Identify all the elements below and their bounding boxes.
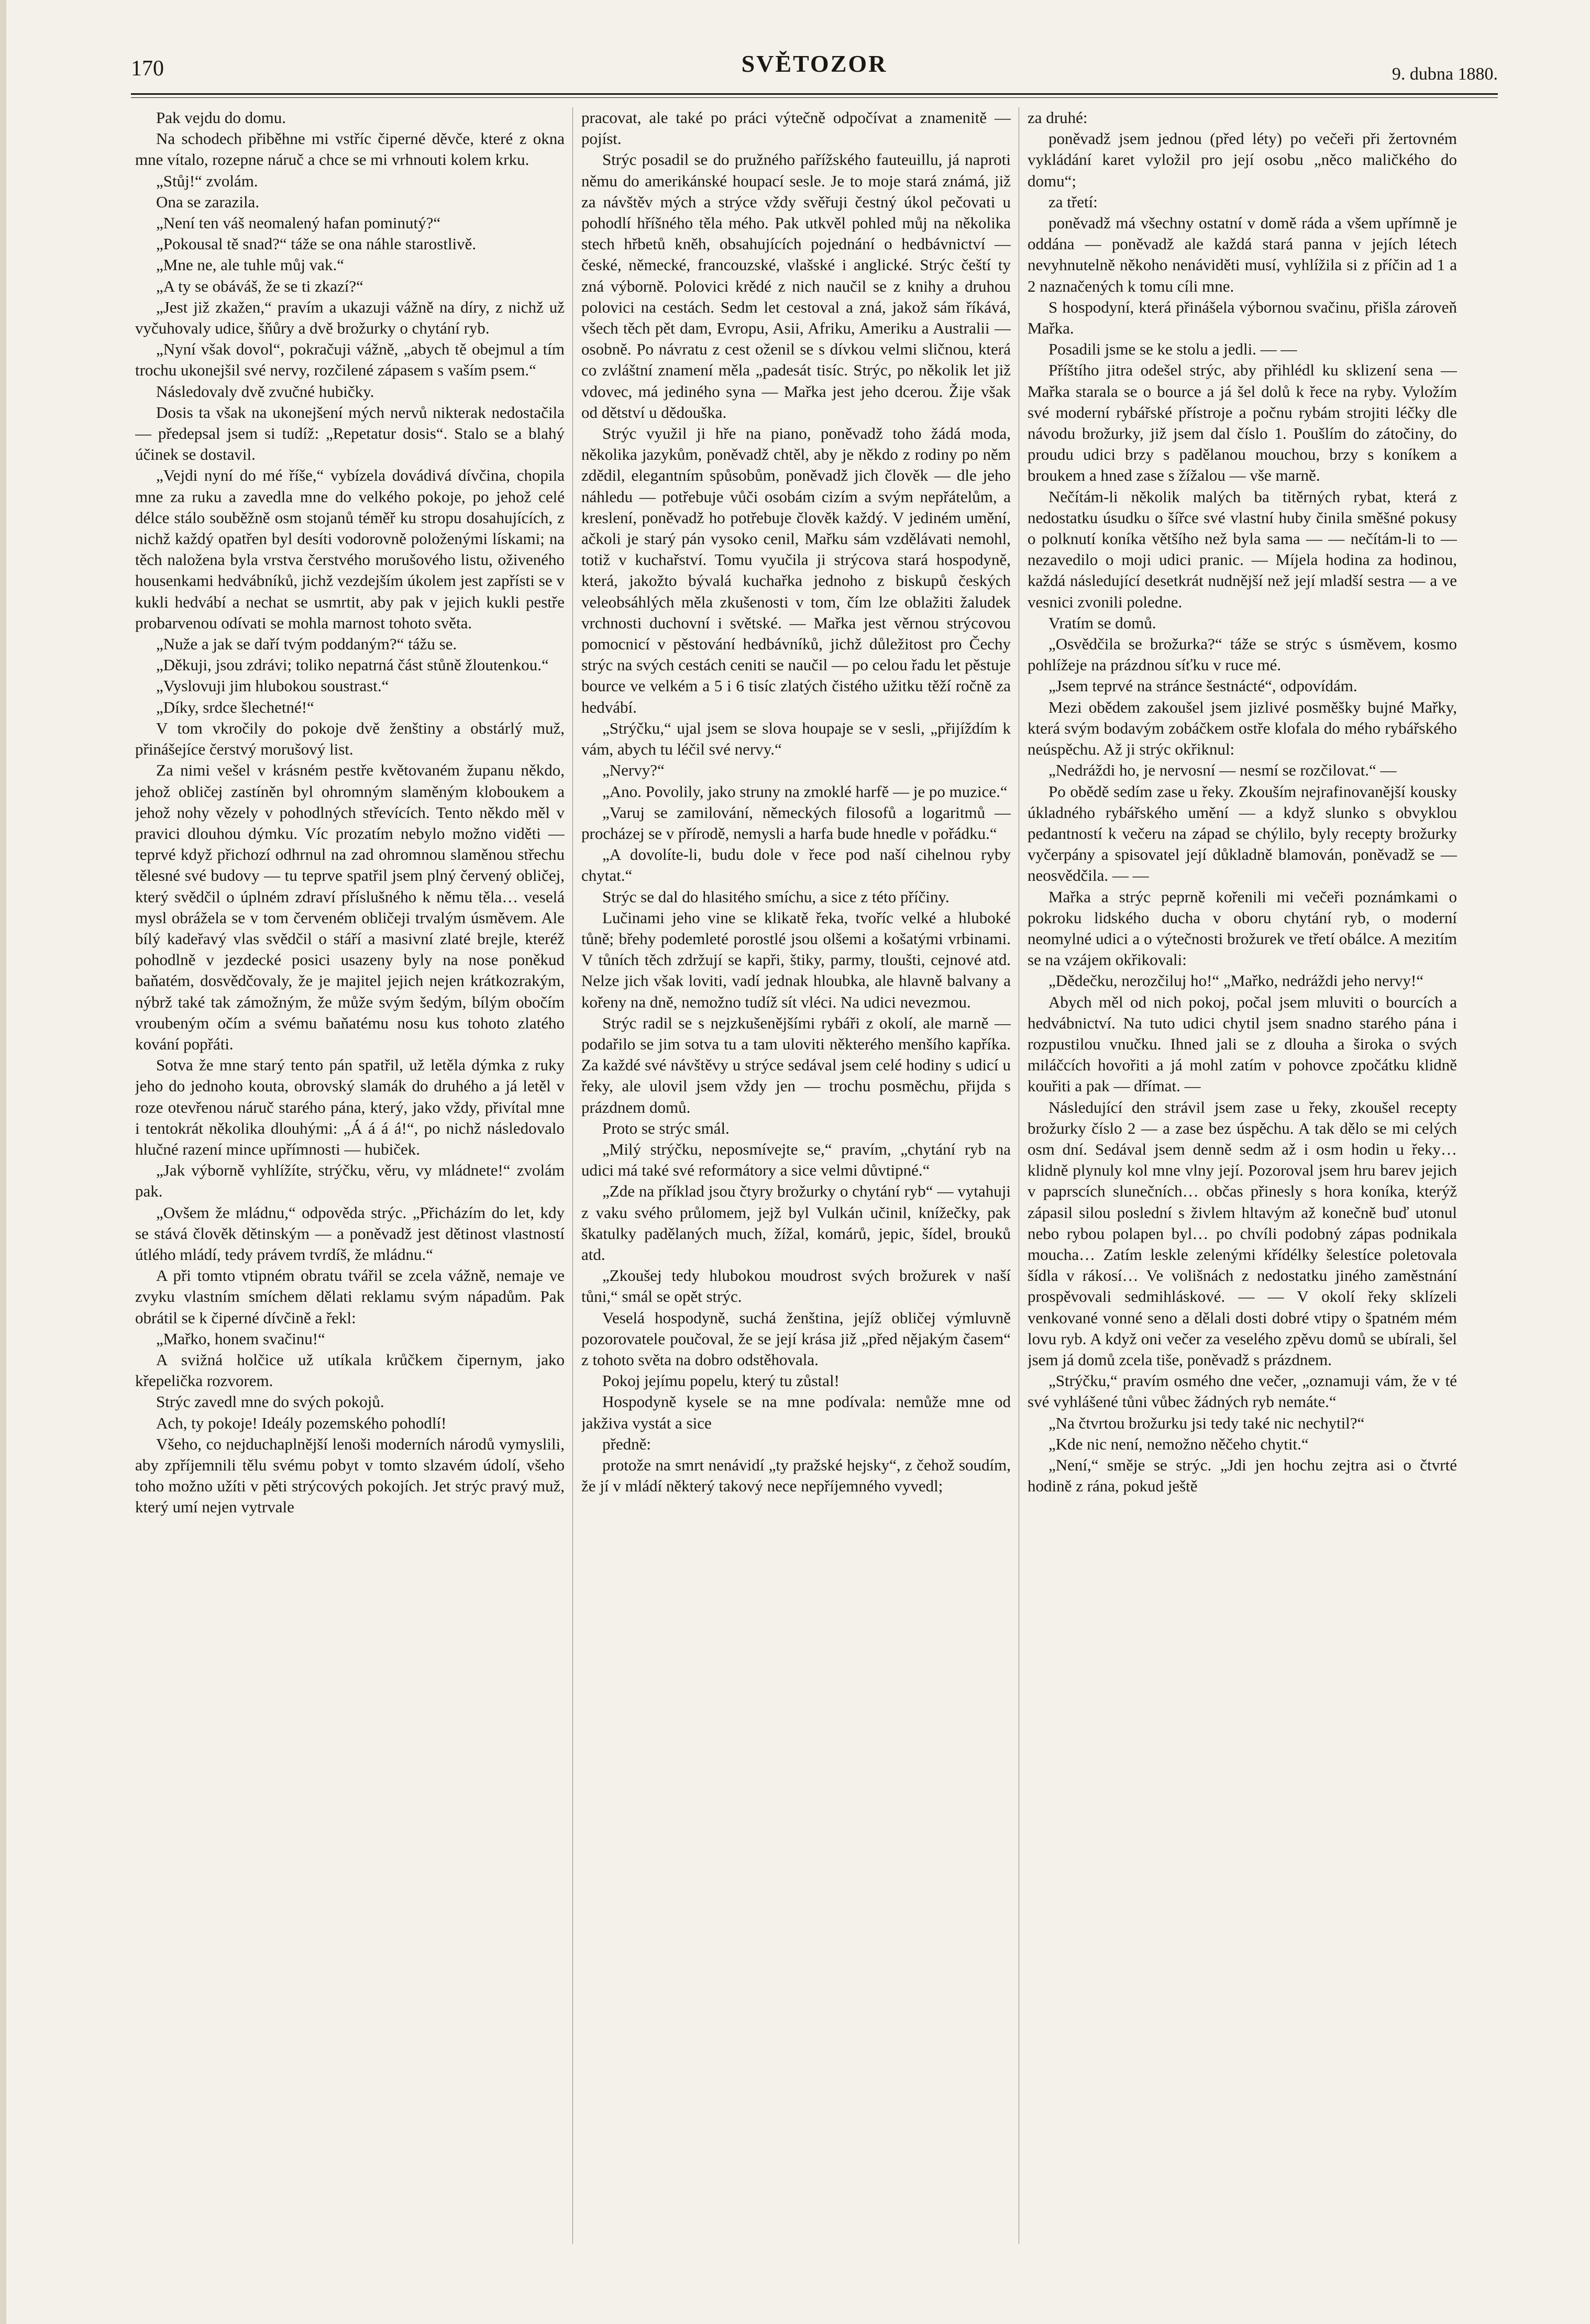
paragraph: Strýc posadil se do pružného pařížského fauteuillu, já naproti němu do amerikánské houpací sesle. Je to moje stará známá, již za návštěv mých a strýce vždy svěřuji čestný úkol pečovati u pohodlí hříšného těla mého. Pak utkvěl pohled můj na několika stech hřbetů kněh, obsahujících pojednání o hedbávnictví — české, německé, francouzské, vlašské i anglické. Strýc čeští ty zná výborně. Polovici krědé z nich naučil se z knihy a druhou polovici na cestách. Sedm let cestoval a zná, jakož sám říkává, všech těch pět dam, Evropu, Asii, Afriku, Ameriku a Australii — osobně. Po návratu z cest oženil se s dívkou velmi sličnou, která co zvláštní znamení měla „padesát tisíc. Strýc, po několik let již vdovec, má jediného syna — Mařka jest jeho dcerou. Žije však od dětství u dědouška.	[581, 150, 1011, 422]
paragraph: Strýc zavedl mne do svých pokojů.	[156, 1392, 384, 1411]
issue-date: 9. dubna 1880.	[1392, 64, 1498, 84]
text-column-3	[1028, 107, 1457, 2244]
paragraph: „Vyslovuji jim hlubokou soustrast.“	[156, 677, 389, 695]
paragraph: „Strýčku,“ pravím osmého dne večer, „oznamuji vám, že v té své vyhlášené tůni vůbec žádných ryb nemáte.“	[1028, 1371, 1457, 1411]
paragraph: A svižná holčice už utíkala krůčkem čipernym, jako křepelička rozvorem.	[135, 1350, 565, 1390]
paragraph: poněvadž má všechny ostatní v domě ráda a všem upřímně je oddána — poněvadž ale každá stará panna v jejích létech nevyhnutelně někoho nenáviděti musí, vyhlížila si z příčin ad 1 a 2 naznačených k tomu cíli mne.	[1028, 214, 1457, 295]
paragraph: „Nedráždi ho, je nervosní — nesmí se rozčilovat.“ —	[1048, 761, 1397, 780]
paragraph: Strýc využil ji hře na piano, poněvadž toho žádá moda, několika jazykům, poněvadž chtěl, aby je někdo z rodiny po něm zdědil, elegantním spůsobům, poněvadž jich člověk — dle jeho náhledu — potřebuje vůči osobám cizím a svým nepřátelům, a kreslení, poněvadž ho potřebuje člověk každý. V jediném umění, ačkoli je starý pán vysoko cenil, Mařku sám vzdělávati nemohl, totiž v kuchařství. Tomu vyučila ji strýcova stará hospodyně, která, jakožto bývalá kuchařka jednoho z biskupů českých veleobsáhlých měla zkušenosti v tom, čím lze oblažiti žaludek vrchnosti duchovní i světské. — Mařka jest věrnou strýcovou pomocnicí v pěstování hedbávníků, jichž důležitost pro Čechy strýc na svých cestách ceniti se naučil — po celou řadu let pěstuje bource ve velkém a 5 i 6 tisíc zlatých čistého užitku těží ročně za hedvábí.	[581, 424, 1011, 716]
paragraph: Strýc se dal do hlasitého smíchu, a sice z této příčiny.	[602, 887, 949, 906]
paragraph: „Na čtvrtou brožurku jsi tedy také nic nechytil?“	[1048, 1413, 1365, 1432]
paragraph: Mezi obědem zakoušel jsem jizlivé posměšky bujné Mařky, která svým bodavým zobáčkem ostře klofala do mého rybářského neúspěchu. Až ji strýc okřiknul:	[1028, 698, 1457, 759]
paragraph: „Nervy?“	[602, 761, 665, 780]
paragraph: Proto se strýc smál.	[602, 1119, 730, 1137]
header-rule	[131, 93, 1498, 95]
paragraph: předně:	[602, 1434, 651, 1453]
paragraph: „Ano. Povolily, jako struny na zmoklé harfě — je po muzice.“	[602, 782, 1008, 801]
paragraph: pracovat, ale také po práci výtečně odpočívat a znamenitě — pojíst.	[581, 108, 1011, 148]
paragraph: S hospodyní, která přinášela výbornou svačinu, přišla zároveň Mařka.	[1028, 297, 1457, 338]
paragraph: „Nuže a jak se daří tvým poddaným?“ tážu se.	[156, 635, 457, 654]
text-column-2	[581, 107, 1011, 2244]
paragraph: „Není,“ směje se strýc. „Jdi jen hochu zejtra asi o čtvrté hodině z rána, pokud ještě	[1028, 1456, 1457, 1496]
header-rule-thin	[131, 97, 1498, 98]
paragraph: „Jak výborně vyhlížíte, strýčku, věru, vy mládnete!“ zvolám pak.	[135, 1161, 565, 1201]
paragraph: Sotva že mne starý tento pán spatřil, už letěla dýmka z ruky jeho do jednoho kouta, obrovský slamák do druhého a já letěl v roze otevřenou náruč starého pána, který, jako vždy, přivítal mne i tentokrát několika dlouhými: „Á á á á!“, po nichž následovalo hlučné razení mince upřímnosti — hubiček.	[135, 1056, 565, 1158]
text-column-1	[135, 107, 565, 2244]
paragraph: poněvadž jsem jednou (před léty) po večeři při žertovném vykládání karet vyložil pro její osobu „něco maličkého do domu“;	[1028, 129, 1457, 190]
column-divider	[572, 107, 573, 2244]
paragraph: „Jest již zkažen,“ pravím a ukazuji vážně na díry, z nichž už vyčuhovaly udice, šňůry a dvě brožurky o chytání ryb.	[135, 297, 565, 338]
paragraph: „Mne ne, ale tuhle můj vak.“	[156, 256, 344, 274]
paragraph: Hospodyně kysele se na mne podívala: nemůže mne od jakživa vystát a sice	[581, 1392, 1011, 1432]
paragraph: „Zde na příklad jsou čtyry brožurky o chytání ryb“ — vytahuji z vaku svého průlomem, jejž byl Vulkán učinil, knížečky, pak škatulky padělaných much, žížal, komárů, jepic, šídel, brouků atd.	[581, 1182, 1011, 1264]
paragraph: Dosis ta však na ukonejšení mých nervů nikterak nedostačila — předepsal jsem si tudíž: „Repetatur dosis“. Stalo se a blahý účinek se dostavil.	[135, 403, 565, 464]
paragraph: „Strýčku,“ ujal jsem se slova houpaje se v sesli, „přijíždím k vám, abych tu léčil své nervy.“	[581, 718, 1011, 759]
paragraph: Všeho, co nejduchaplnější lenoši moderních národů vymyslili, aby zpříjemnili tělu svému pobyt v tomto slzavém údolí, všeho toho možno užíti v pěti strýcových pokojích. Jet strýc pravý muž, který umí nejen vytrvale	[135, 1434, 565, 1517]
paragraph: „Kde nic není, nemožno něčeho chytit.“	[1048, 1434, 1309, 1453]
paragraph: za třetí:	[1048, 192, 1098, 211]
paragraph: „A ty se obáváš, že se ti zkazí?“	[156, 276, 363, 295]
paragraph: Za nimi vešel v krásném pestře květovaném županu někdo, jehož obličej zastíněn byl ohromným slaměným kloboukem a jehož nohy vězely v pohodlných střevících. Tento někdo měl v pravici dlouhou dýmku. Víc prozatím nebylo možno viděti — teprvé když přichozí odhrnul na zad ohromnou slaměnou střechu tělesné své budovy — tu teprve spatřil jsem plný červený obličej, který svědčil o úplném zdraví příslušného k němu těla… veselá mysl obrážela se v tom červeném obličeji trvalým úsměvem. Ale bílý kadeřavý vlas svědčil o stáří a masivní zlaté brejle, kteréž pohodlně v jezdecké posici usazeny byly na nose poněkud baňatém, dosvědčovaly, že je majitel jejich nejen krátkozrakým, nýbrž také tak zámožným, že může svým šedým, bílým obočím vroubeným očím a svému baňatému nosu kus tohoto zlatého kování popřáti.	[135, 761, 565, 1053]
paragraph: „Milý strýčku, neposmívejte se,“ pravím, „chytání ryb na udici má také své reformátory a sice velmi důvtipné.“	[581, 1139, 1011, 1180]
paragraph: Následující den strávil jsem zase u řeky, zkoušel recepty brožurky číslo 2 — a zase bez úspěchu. A tak dělo se mi celých osm dní. Sedával jsem denně sedm až i osm hodin u řeky… klidně plynuly kol mne vlny její. Pozoroval jsem hru barev jejich v paprscích slunečních… občas přinesly s hora koníka, kterýž zápasil silou poslední s živlem hltavým až konečně buď utonul nebo rybou polapen byl… po chvíli podobný zápas podnikala moucha… Zatím leskle zelenými křídélky šelestíce poletovala šídla v rákosí… Ve volišnách z nedostatku jiného zaměstnání prospěvovali sedmihláskové. — — V okolí řeky sklízeli venkované vonné seno a dělali dosti dobré vtipy o špatném mém lovu ryb. A když oni večer za veselého zpěvu domů se ubírali, šel jsem já domů zcela tiše, poněvadž s prázdnem.	[1028, 1098, 1457, 1369]
paragraph: V tom vkročily do pokoje dvě ženštiny a obstárlý muž, přinášejíce čerstvý morušový list.	[135, 718, 565, 759]
paragraph: Abych měl od nich pokoj, počal jsem mluviti o bourcích a hedvábnictví. Na tuto udici chytil jsem snadno starého pána i rozpustilou vnučku. Ihned jali se z dlouha a široka o svých miláčcích hovořiti a já mohl zatím v pohovce zpočátku klidně kouřiti a pak — dřímat. —	[1028, 992, 1457, 1095]
paragraph: Mařka a strýc peprně kořenili mi večeři poznámkami o pokroku lidského ducha v oboru chytání ryb, o moderní neomylné udici a o výtečnosti brožurek ve třetí obálce. A mezitím se na vzájem okřikovali:	[1028, 887, 1457, 969]
page-header	[131, 50, 1498, 92]
paragraph: Veselá hospodyně, suchá ženština, jejíž obličej výmluvně pozorovatele poučoval, že se její krása již „před nějakým časem“ z tohoto světa na dobro odstěhovala.	[581, 1308, 1011, 1369]
paragraph: „Díky, srdce šlechetné!“	[156, 698, 314, 716]
paragraph: „Nyní však dovol“, pokračuji vážně, „abych tě obejmul a tím trochu ukonejšil své nervy, rozčilené zápasem s vaším psem.“	[135, 340, 565, 380]
paragraph: Ona se zarazila.	[156, 192, 260, 211]
paragraph: Nečítám-li několik malých ba titěrných rybat, která z nedostatku úsudku o šířce své vlastní huby činila směšné pokusy o polknutí koníka většího než byla sama — — nečítám-li to — nezavedilo o moji udici pranic. — Míjela hodina za hodinou, každá následující desetkrát nudnější než její mladší sestra — a ve vesnici zvonili poledne.	[1028, 487, 1457, 611]
paragraph: Příštího jitra odešel strýc, aby přihlédl ku sklizení sena — Mařka starala se o bource a já šel dolů k řece na ryby. Vyložím své moderní rybářské přístroje a počnu rybám strojiti léčky dle návodu brožurky, již jsem dal číslo 1. Poušlím do zátočiny, do proudu udici brzy s padělanou mouchou, brzy s koníkem a broukem a hned zase s žížalou — vše marně.	[1028, 361, 1457, 485]
paragraph: Vratím se domů.	[1048, 613, 1156, 632]
paragraph: „Ovšem že mládnu,“ odpověda strýc. „Přicházím do let, kdy se stává člověk dětinským — a poněvadž jest dětinost vlastností útlého mládí, tedy právem tvrdíš, že mládnu.“	[135, 1203, 565, 1264]
paragraph: Následovaly dvě zvučné hubičky.	[156, 382, 374, 401]
paragraph: Lučinami jeho vine se klikatě řeka, tvoříc velké a hluboké tůně; břehy podemleté porostlé jsou olšemi a košatými vrbinami. V tůních těch zdržují se kapři, štiky, parmy, tloušti, cejnové atd. Nelze jich však loviti, vadí jednak hloubka, ale hlavně balvany a kořeny na dně, nemožno tudíž sít vléci. Na udici nevezmou.	[581, 908, 1011, 1011]
paragraph: Ach, ty pokoje! Ideály pozemského pohodlí!	[156, 1413, 447, 1432]
paragraph: „Děkuji, jsou zdrávi; toliko nepatrná část stůně žloutenkou.“	[156, 656, 549, 674]
page-number: 170	[131, 57, 164, 81]
paragraph: „Stůj!“ zvolám.	[156, 171, 258, 190]
paragraph: Po obědě sedím zase u řeky. Zkouším nejrafinovanější kousky úkladného rybářského umění — a když slunko s obvyklou pedantností k večeru na západ se chýlilo, byly recepty brožurky vyčerpány a spisovatel její důkladně blamován, poněvadž se — neosvědčila. — —	[1028, 782, 1457, 885]
paragraph: za druhé:	[1028, 108, 1088, 127]
paragraph: Posadili jsme se ke stolu a jedli. — —	[1048, 340, 1297, 359]
paragraph: „Jsem teprvé na stránce šestnácté“, odpovídám.	[1048, 677, 1357, 695]
paragraph: „Pokousal tě snad?“ táže se ona náhle starostlivě.	[156, 235, 477, 253]
paragraph: „Mařko, honem svačinu!“	[156, 1329, 325, 1348]
paragraph: „Dědečku, nerozčiluj ho!“ „Mařko, nedráždi jeho nervy!“	[1048, 971, 1424, 990]
paragraph: A při tomto vtipném obratu tvářil se zcela vážně, nemaje ve zvyku vlastním smíchem dělati reklamu svým nápadům. Pak obrátil se k čiperné dívčině a řekl:	[135, 1266, 565, 1327]
paragraph: Strýc radil se s nejzkušenějšími rybáři z okolí, ale marně — podařilo se jim sotva tu a tam uloviti některého menšího kapříka. Za každé své návštěvy u strýce sedával jsem celé hodiny s udicí u řeky, ale ulovil jsem vždy jen — trochu posměchu, přijda s prázdnem domů.	[581, 1013, 1011, 1116]
paragraph: Pak vejdu do domu.	[156, 108, 286, 127]
page-fold-shadow	[0, 0, 6, 2324]
paragraph: „Vejdi nyní do mé říše,“ vybízela dovádivá dívčina, chopila mne za ruku a zavedla mne do velkého pokoje, po jehož celé délce stálo souběžně osm stojanů téměř ku stropu dosahujících, z nichž každý opatřen byl desíti vodorovně položenými lískami; na těch naložena byla vrstva čerstvého morušového listu, oživeného housenkami hedvábníků, jichž vezdejším úkolem jest zapřísti se v kukli hedvábí a nechat se usmrtit, aby pak v jejich kukli pestře probarvenou odívati se mohla marnost tohoto světa.	[135, 466, 565, 632]
paragraph: „A dovolíte-li, budu dole v řece pod naší cihelnou ryby chytat.“	[581, 845, 1011, 885]
paragraph: Pokoj jejímu popelu, který tu zůstal!	[602, 1371, 840, 1390]
paragraph: Na schodech přiběhne mi vstříc čiperné děvče, které z okna mne vítalo, rozepne náruč a chce se mi vrhnouti kolem krku.	[135, 129, 565, 169]
paragraph: protože na smrt nenávidí „ty pražské hejsky“, z čehož soudím, že jí v mládí některý takový nece nepříjemného vyvedl;	[581, 1456, 1011, 1496]
paragraph: „Není ten váš neomalený hafan pominutý?“	[156, 214, 441, 233]
paragraph: „Osvědčila se brožurka?“ táže se strýc s úsměvem, kosmo pohlížeje na prázdnou síťku v ruce mé.	[1028, 635, 1457, 674]
paragraph: „Zkoušej tedy hlubokou moudrost svých brožurek v naší tůni,“ smál se opět strýc.	[581, 1266, 1011, 1306]
masthead-title: SVĚTOZOR	[741, 50, 888, 77]
paragraph: „Varuj se zamilování, německých filosofů a logaritmů — procházej se v přírodě, nemysli a harfa bude hnedle v pořádku.“	[581, 803, 1011, 843]
